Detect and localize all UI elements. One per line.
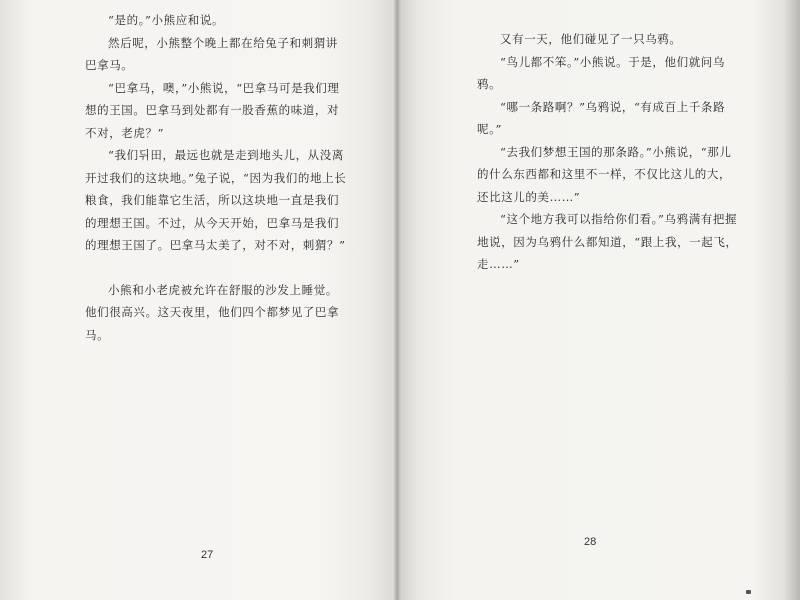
left-page-text — [85, 9, 347, 346]
left-page — [0, 0, 398, 600]
paragraph: “我们뒤田，最远也就是走到地头儿，从没离开过我们的这块地。”兔子说，“因为我们的地上长粮食，我们能靠它生活，所以这块地一直是我们的理想王国。不过，从今天开始，巴拿马是我们的理想王国了。巴拿马太美了，对不对，刺猬？” — [85, 148, 347, 252]
paragraph-gap — [85, 257, 347, 279]
paragraph: “去我们梦想王国的那条路。”小熊说，“那儿的什么东西都和这里不一样，不仅比这儿的大，还比这儿的美……” — [477, 144, 732, 204]
paragraph: “这个地方我可以指给你们看。”乌鸦满有把握地说，因为乌鸦什么都知道，“跟上我，一起飞，走……” — [477, 212, 738, 271]
right-page-text — [477, 28, 742, 276]
paragraph: “哪一条路啊？”乌鸦说，“有成百上千条路呢。” — [477, 99, 726, 136]
right-page — [398, 0, 800, 600]
paragraph: “巴拿马，噢，”小熊说，“巴拿马可是我们理想的王国。巴拿马到处都有一股香蕉的味道，对不对，老虎？” — [85, 80, 340, 140]
paragraph: 然后呢，小熊整个晚上都在给兔子和刺猬讲巴拿马。 — [85, 35, 338, 72]
scan-speck — [746, 590, 751, 594]
paragraph: “是的。”小熊应和说。 — [108, 13, 225, 27]
book-gutter — [394, 0, 402, 600]
paragraph: 又有一天，他们碰见了一只乌鸦。 — [500, 32, 682, 46]
page-number: 28 — [584, 536, 597, 548]
paragraph: “鸟儿都不笨。”小熊说。于是，他们就问乌鸦。 — [477, 54, 726, 91]
page-number: 27 — [201, 549, 214, 561]
paragraph: 小熊和小老虎被允许在舒服的沙发上睡觉。他们很高兴。这天夜里，他们四个都梦见了巴拿马。 — [85, 282, 340, 342]
